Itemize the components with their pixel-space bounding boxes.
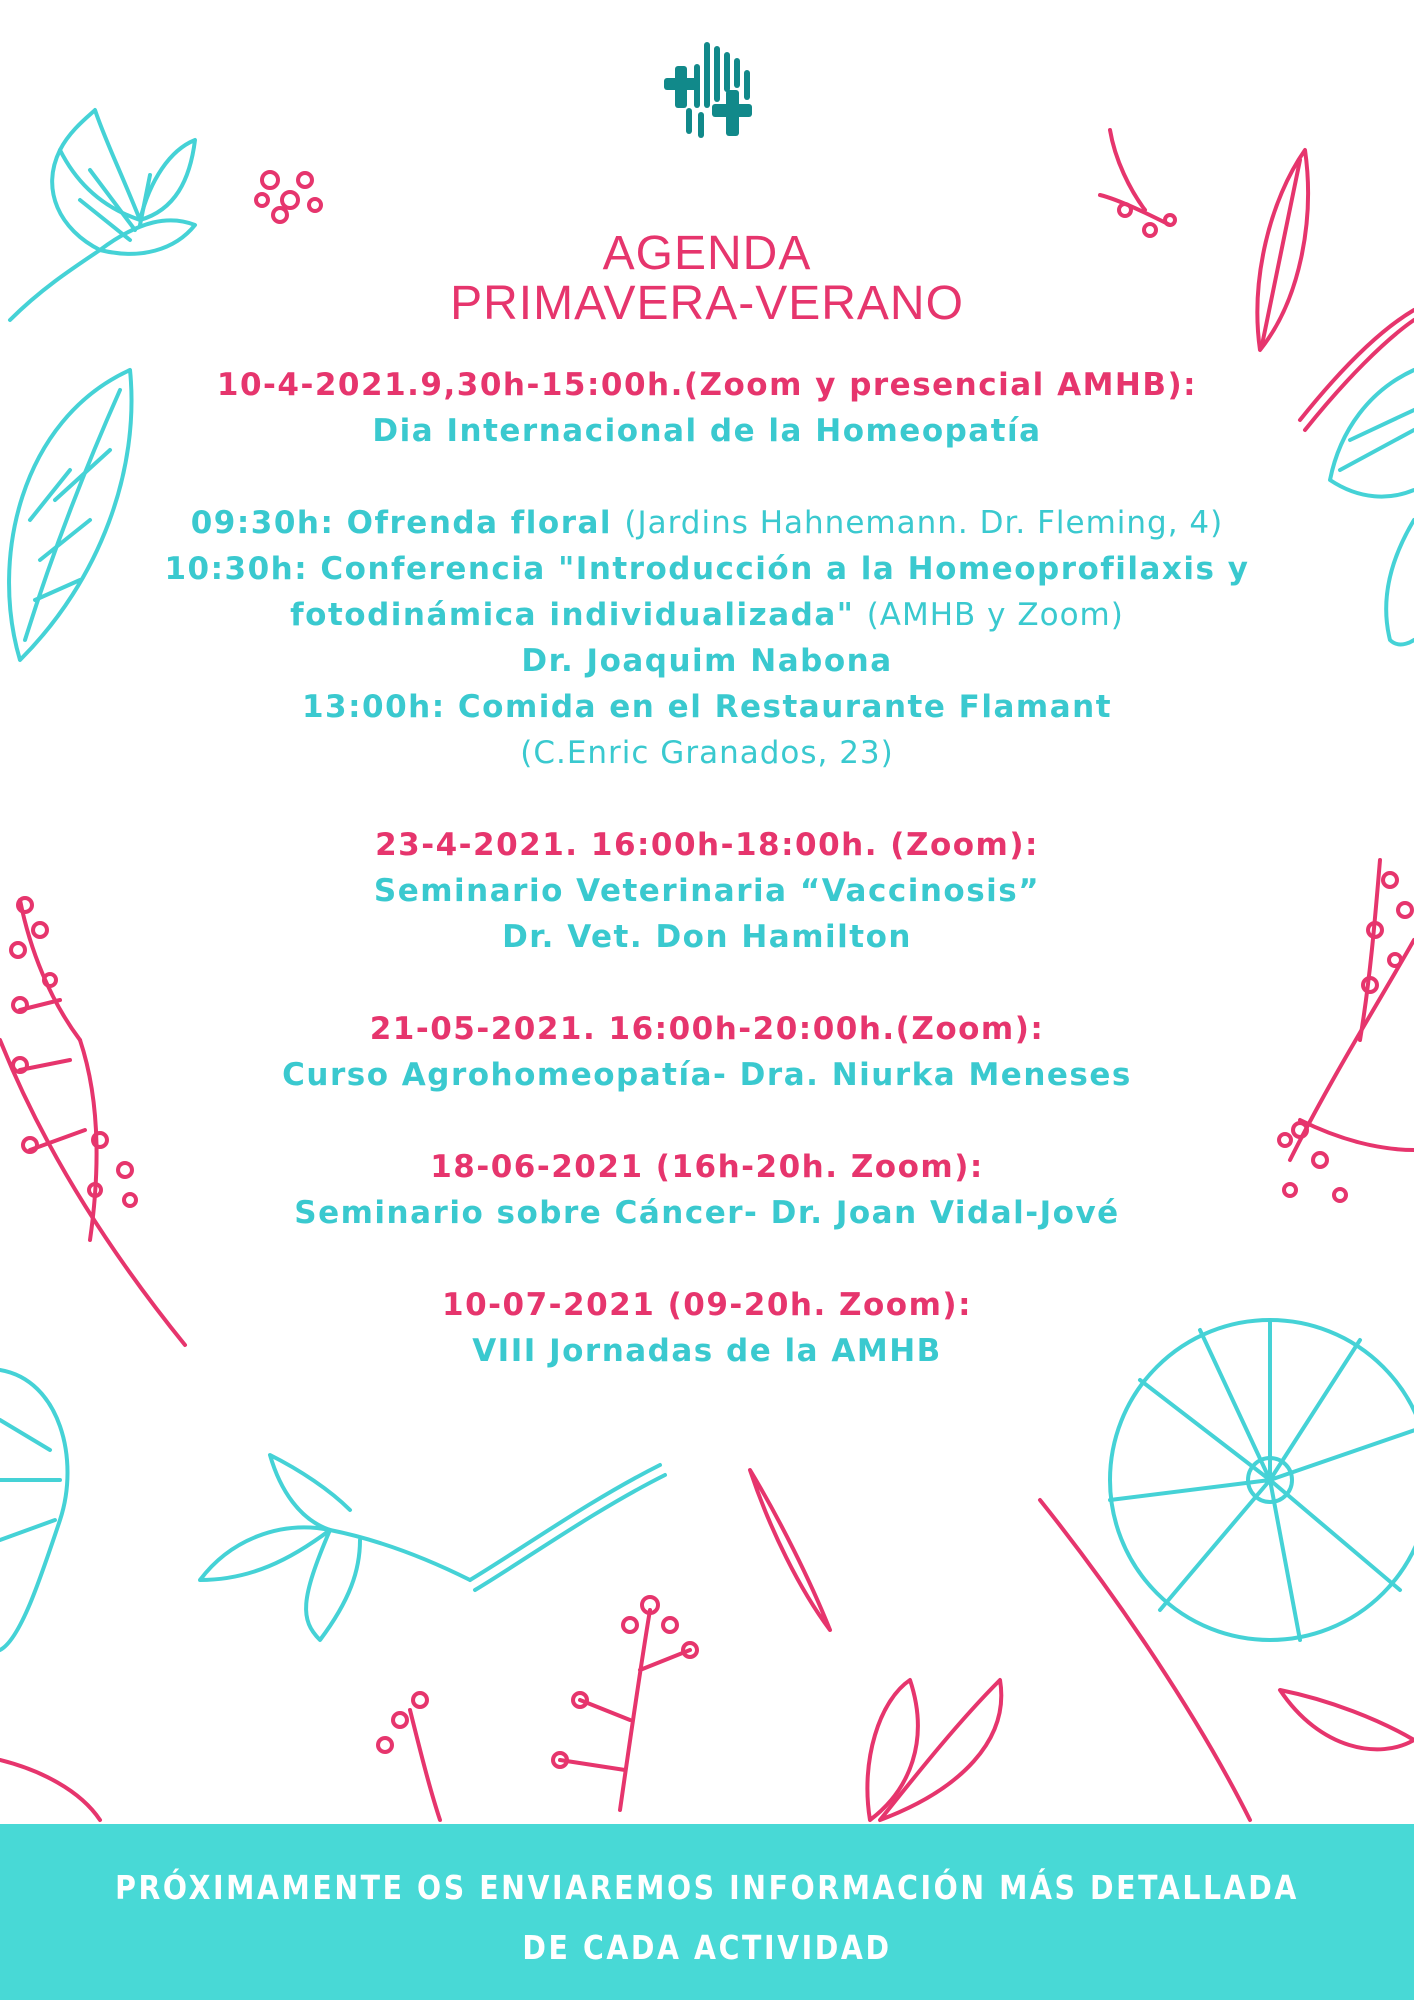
teal-flower-right-icon: [1330, 370, 1414, 644]
teal-flower-bottom-left-icon: [0, 1370, 665, 1650]
pink-sprig-top-left-icon: [256, 172, 321, 222]
footer-text-line-2: DE CADA ACTIVIDAD: [522, 1928, 892, 1967]
schedule-detail: (AMHB y Zoom): [866, 597, 1124, 633]
schedule-label: 09:30h: Ofrenda floral: [190, 505, 613, 541]
event-title: Dia Internacional de la Homeopatía: [372, 413, 1042, 449]
event-title: VIII Jornadas de la AMHB: [472, 1333, 942, 1369]
event-title: Curso Agrohomeopatía- Dra. Niurka Meneses: [282, 1057, 1132, 1093]
footer-banner: [0, 1824, 1414, 2000]
agenda-list: [140, 362, 1274, 1374]
schedule-detail: (C.Enric Granados, 23): [520, 735, 894, 771]
pink-sprig-right-icon: [1279, 860, 1414, 1201]
event-title: Seminario sobre Cáncer- Dr. Joan Vidal-Jové: [294, 1195, 1120, 1231]
event-date: 21-05-2021. 16:00h-20:00h.(Zoom):: [369, 1011, 1045, 1047]
event-date: 23-4-2021. 16:00h-18:00h. (Zoom):: [375, 827, 1039, 863]
event-date: 18-06-2021 (16h-20h. Zoom):: [430, 1149, 984, 1185]
event-speaker: Dr. Vet. Don Hamilton: [502, 919, 912, 955]
event-schedule-item: [140, 500, 1274, 546]
event-date: 10-4-2021.9,30h-15:00h.(Zoom y presencial AMHB):: [216, 367, 1198, 403]
schedule-label: fotodinámica individualizada": [290, 597, 855, 633]
event-date: 10-07-2021 (09-20h. Zoom):: [442, 1287, 972, 1323]
page-title-line-1: AGENDA: [602, 227, 812, 280]
footer-text-line-1: PRÓXIMAMENTE OS ENVIAREMOS INFORMACIÓN MÁS DETALLADA: [115, 1868, 1299, 1907]
event-schedule-item: [140, 592, 1274, 638]
amhb-crosses-logo-icon: [656, 36, 766, 146]
schedule-detail: (Jardins Hahnemann. Dr. Fleming, 4): [624, 505, 1224, 541]
page-title-line-2: PRIMAVERA-VERANO: [450, 277, 964, 330]
event-title: Seminario Veterinaria “Vaccinosis”: [373, 873, 1041, 909]
pink-sprig-bottom-icon: [0, 1470, 1414, 1820]
event-speaker: Dr. Joaquim Nabona: [521, 643, 893, 679]
event-schedule-item: 13:00h: Comida en el Restaurante Flamant: [301, 689, 1113, 725]
teal-leaf-left-icon: [9, 370, 131, 660]
event-schedule-item: 10:30h: Conferencia "Introducción a la Homeoprofilaxis y: [164, 551, 1250, 587]
